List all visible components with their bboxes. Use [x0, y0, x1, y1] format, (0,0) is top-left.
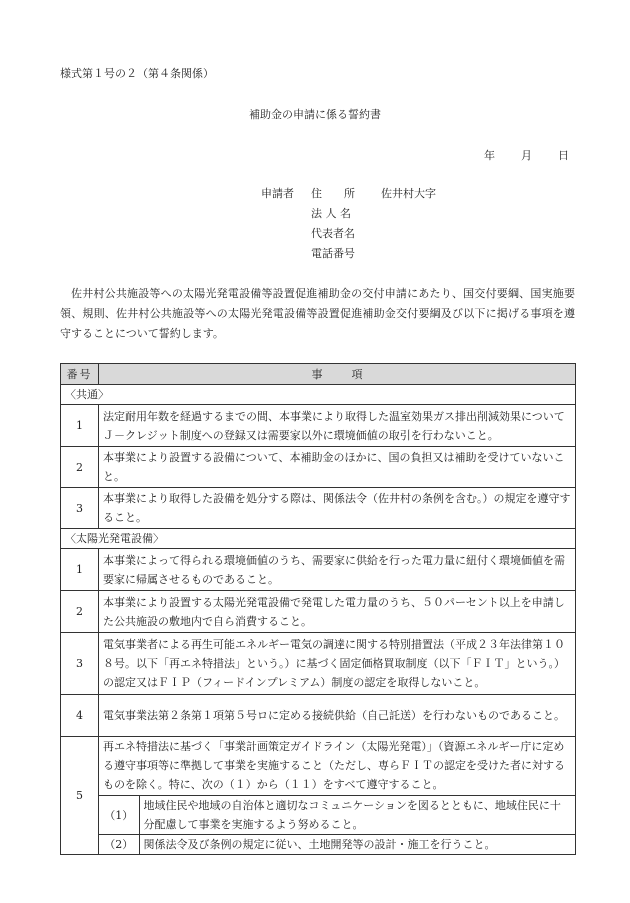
pledge-table	[60, 363, 576, 855]
row-number: 3	[61, 488, 99, 529]
header-item	[99, 364, 576, 385]
subitem-number: （2）	[99, 835, 139, 855]
page-title: 補助金の申請に係る誓約書	[249, 108, 381, 121]
row-cell-with-subitems	[99, 737, 576, 855]
table-row	[61, 447, 576, 488]
row-number: 5	[61, 737, 99, 855]
section-solar	[61, 529, 576, 549]
row-text: 本事業により設置する設備について、本補助金のほかに、国の負担又は補助を受けていないこと。	[99, 447, 576, 488]
applicant-prefix: 申請者	[261, 187, 294, 200]
section-label: 〈共通〉	[61, 385, 576, 405]
table-header	[61, 364, 576, 385]
representative-label: 代表者名	[311, 227, 355, 240]
row-text: 再エネ特措法に基づく「事業計画策定ガイドライン（太陽光発電）」（資源エネルギー庁に定める遵守事項等に準拠して事業を実施すること（ただし、専らＦＩＴの認定を受けた者に対するものを除く。特に、次の（１）から（１１）をすべて遵守すること。	[103, 740, 565, 791]
phone-label: 電話番号	[311, 247, 355, 260]
section-label: 〈太陽光発電設備〉	[61, 529, 576, 549]
row-number: 1	[61, 405, 99, 447]
date-month: 月	[521, 149, 532, 162]
row-text: 本事業により取得した設備を処分する際は、関係法令（佐井村の条例を含む。）の規定を遵守すること。	[99, 488, 576, 529]
address-value: 佐井村大字	[381, 187, 436, 200]
date-line	[484, 147, 569, 163]
row-number: 2	[61, 447, 99, 488]
table-row	[61, 591, 576, 633]
address-label: 住 所	[311, 187, 355, 200]
form-number: 様式第１号の２（第４条関係）	[60, 67, 214, 80]
row-number: 4	[61, 695, 99, 737]
row-text: 本事業により設置する太陽光発電設備で発電した電力量のうち、５０パーセント以上を申請した公共施設の敷地内で自ら消費すること。	[99, 591, 576, 633]
subitem-text: 関係法令及び条例の規定に従い、土地開発等の設計・施工を行うこと。	[139, 835, 575, 855]
header-number: 番号	[61, 364, 99, 385]
corp-name-label: 法 人 名	[311, 207, 351, 220]
applicant-block	[261, 184, 436, 264]
header-item-1: 事	[311, 367, 323, 381]
subitem-number: （1）	[99, 796, 139, 835]
subitem-row	[99, 796, 575, 835]
table-row	[61, 695, 576, 737]
header-item-2: 項	[351, 367, 363, 381]
table-row	[61, 488, 576, 529]
section-common	[61, 385, 576, 405]
table-row	[61, 633, 576, 695]
row-text: 電気事業法第２条第１項第５号ロに定める接続供給（自己託送）を行わないものであること。	[99, 695, 576, 737]
subitem-text: 地域住民や地域の自治体と適切なコミュニケーションを図るとともに、地域住民に十分配慮して事業を実施するよう努めること。	[139, 796, 575, 835]
row-number: 1	[61, 549, 99, 591]
table-row	[61, 737, 576, 855]
row-text: 法定耐用年数を経過するまでの間、本事業により取得した温室効果ガス排出削減効果についてＪ－クレジット制度への登録又は需要家以外に環境価値の取引を行わないこと。	[99, 405, 576, 447]
date-year: 年	[484, 149, 495, 162]
date-day: 日	[558, 149, 569, 162]
row-text: 電気事業者による再生可能エネルギー電気の調達に関する特別措置法（平成２３年法律第１０８号。以下「再エネ特措法」という。）に基づく固定価格買取制度（以下「ＦＩＴ」という。）の認定又はＦＩＰ（フィードインプレミアム）制度の認定を取得しないこと。	[99, 633, 576, 695]
intro-paragraph: 佐井村公共施設等への太陽光発電設備等設置促進補助金の交付申請にあたり、国交付要綱、国実施要領、規則、佐井村公共施設等への太陽光発電設備等設置促進補助金交付要綱及び以下に掲げる事項を遵守することについて誓約します。	[60, 287, 575, 340]
row-number: 3	[61, 633, 99, 695]
table-row	[61, 405, 576, 447]
row-number: 2	[61, 591, 99, 633]
table-row	[61, 549, 576, 591]
subitem-table	[99, 795, 575, 854]
subitem-row	[99, 835, 575, 855]
row-text: 本事業によって得られる環境価値のうち、需要家に供給を行った電力量に紐付く環境価値を需要家に帰属させるものであること。	[99, 549, 576, 591]
